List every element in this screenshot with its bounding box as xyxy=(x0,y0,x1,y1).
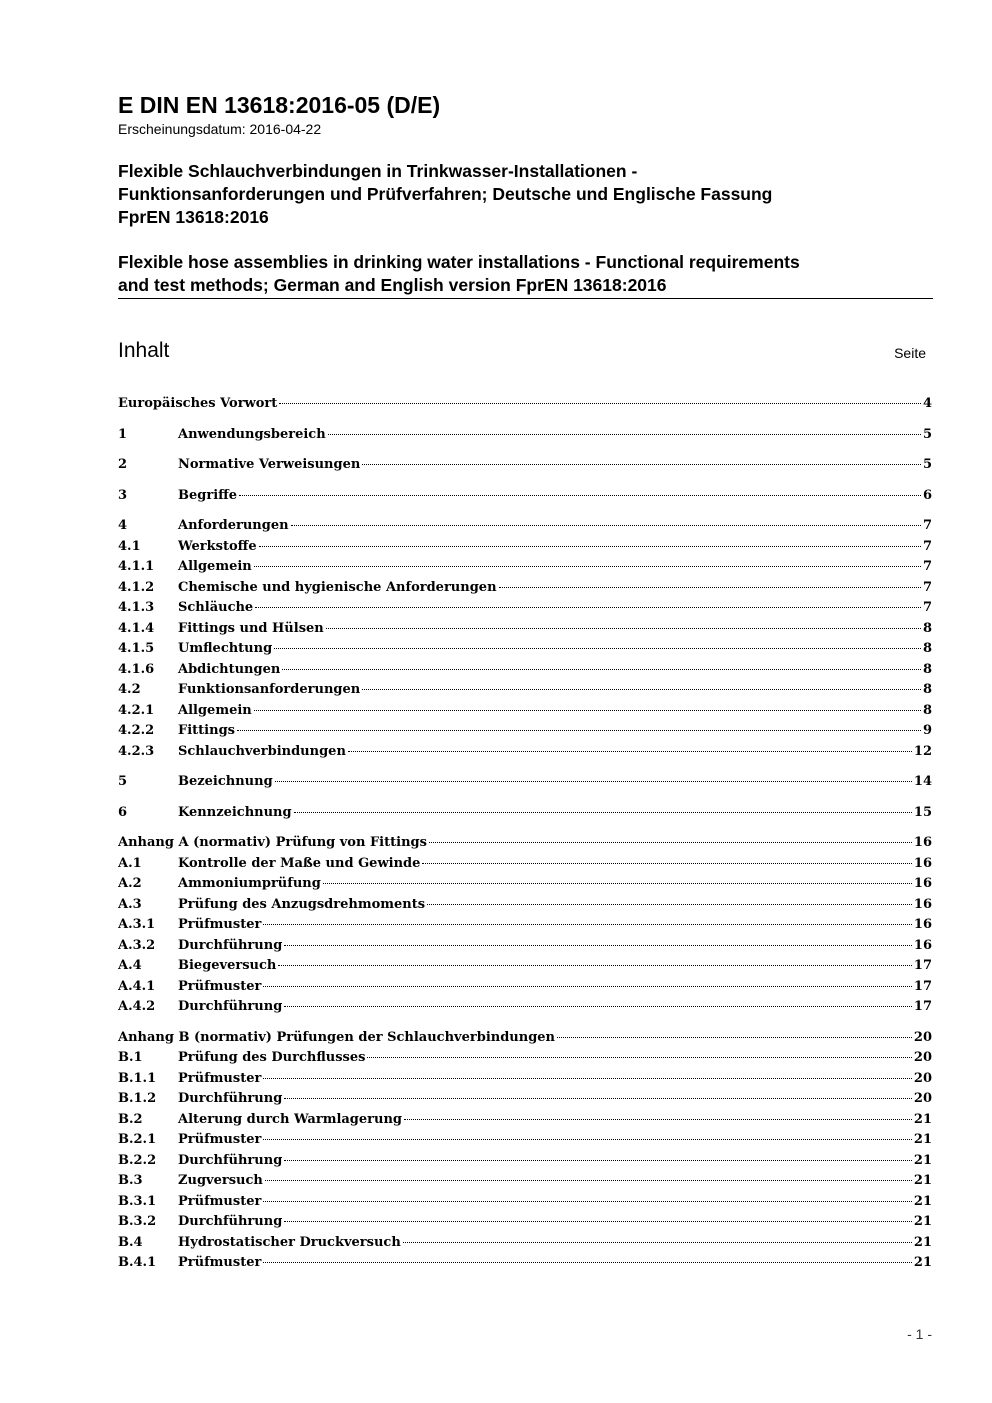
toc-entry-title: Durchführung xyxy=(178,1091,283,1106)
toc-entry[interactable] xyxy=(118,639,932,660)
toc-entry-title: Zugversuch xyxy=(178,1173,263,1188)
toc-entry-title: Prüfmuster xyxy=(178,1132,262,1147)
page-number: - 1 - xyxy=(907,1326,932,1342)
toc-entry-number: 2 xyxy=(118,457,128,472)
toc-entry-title: Normative Verweisungen xyxy=(178,457,361,472)
toc-entry-number: 5 xyxy=(118,774,128,789)
toc-entry-title: Allgemein xyxy=(178,559,252,574)
toc-dot-leader xyxy=(323,883,912,884)
toc-entry-number: 4.1.4 xyxy=(118,620,155,636)
toc-entry-title: Durchführung xyxy=(178,1152,283,1168)
toc-entry-number: A.3 xyxy=(118,896,142,912)
toc-entry[interactable] xyxy=(118,1233,932,1254)
toc-entry-number: 4.2.1 xyxy=(118,702,155,718)
toc-entry[interactable] xyxy=(118,936,932,957)
toc-entry-page: 5 xyxy=(922,426,932,442)
toc-entry[interactable] xyxy=(118,772,932,793)
toc-entry-page: 21 xyxy=(913,1214,932,1229)
toc-entry-page: 20 xyxy=(913,1050,932,1065)
toc-dot-leader xyxy=(275,781,912,782)
toc-entry-number: A.4.1 xyxy=(118,978,156,994)
toc-entry-page: 21 xyxy=(913,1255,932,1270)
toc-entry-page: 21 xyxy=(913,1234,932,1250)
toc-entry-number: B.4 xyxy=(118,1234,143,1250)
toc-entry-title: Anforderungen xyxy=(178,518,289,533)
toc-entry[interactable] xyxy=(118,833,932,854)
toc-entry-page: 14 xyxy=(913,774,932,789)
toc-entry-title: Hydrostatischer Druckversuch xyxy=(178,1234,401,1250)
toc-entry-number: 4 xyxy=(118,518,128,533)
toc-entry-page: 6 xyxy=(922,487,932,503)
toc-dot-leader xyxy=(255,607,921,608)
english-title-line: Flexible hose assemblies in drinking water installations - Functional requirements xyxy=(118,252,800,272)
toc-entry-page: 21 xyxy=(913,1132,932,1147)
toc-entry-page: 20 xyxy=(913,1070,932,1086)
toc-entry-page: 16 xyxy=(913,835,932,850)
toc-dot-leader xyxy=(348,751,912,752)
toc-entry-page: 8 xyxy=(922,641,932,656)
toc-entry-number: A.4 xyxy=(118,958,142,973)
toc-entry[interactable] xyxy=(118,486,932,507)
toc-entry-title: Europäisches Vorwort xyxy=(118,396,278,411)
toc-entry-page: 16 xyxy=(913,896,932,912)
toc-dot-leader xyxy=(362,689,921,690)
toc-entry-title: Prüfmuster xyxy=(178,978,262,994)
toc-entry[interactable] xyxy=(118,874,932,895)
toc-dot-leader xyxy=(265,1180,912,1181)
toc-entry-number: A.4.2 xyxy=(118,999,156,1014)
toc-dot-leader xyxy=(499,587,921,588)
toc-entry-title: Allgemein xyxy=(178,702,252,718)
toc-entry-page: 17 xyxy=(913,958,932,973)
toc-dot-leader xyxy=(367,1057,911,1058)
german-title-line: FprEN 13618:2016 xyxy=(118,207,269,227)
toc-dot-leader xyxy=(282,669,921,670)
toc-dot-leader xyxy=(279,403,921,404)
publication-date: Erscheinungsdatum: 2016-04-22 xyxy=(118,121,322,137)
toc-entry-page: 12 xyxy=(913,743,932,759)
toc-entry-page: 8 xyxy=(922,682,932,697)
toc-entry[interactable] xyxy=(118,1110,932,1131)
toc-entry[interactable] xyxy=(118,1048,932,1069)
toc-entry-number: 4.1 xyxy=(118,538,141,554)
toc-entry-number: 4.1.2 xyxy=(118,579,155,595)
toc-entry-number: 4.1.5 xyxy=(118,641,155,656)
toc-entry[interactable] xyxy=(118,1171,932,1192)
toc-entry-title: Bezeichnung xyxy=(178,774,273,789)
toc-dot-leader xyxy=(254,566,921,567)
toc-entry[interactable] xyxy=(118,680,932,701)
toc-entry-page: 7 xyxy=(922,559,932,574)
toc-entry-page: 8 xyxy=(922,661,932,677)
toc-entry[interactable] xyxy=(118,455,932,476)
german-title xyxy=(118,160,772,229)
toc-entry-page: 9 xyxy=(922,723,932,738)
toc-entry-title: Prüfung des Durchflusses xyxy=(178,1050,366,1065)
toc-entry[interactable] xyxy=(118,742,932,763)
toc-entry-number: B.3.2 xyxy=(118,1214,157,1229)
toc-entry-page: 8 xyxy=(922,702,932,718)
toc-dot-leader xyxy=(263,1201,912,1202)
toc-entry-page: 8 xyxy=(922,620,932,636)
toc-entry-number: 4.2.2 xyxy=(118,723,155,738)
toc-entry-number: B.4.1 xyxy=(118,1255,157,1270)
toc-entry-title: Prüfmuster xyxy=(178,1193,262,1209)
toc-entry-number: B.2 xyxy=(118,1111,143,1127)
toc-entry-page: 21 xyxy=(913,1173,932,1188)
toc-entry-page: 5 xyxy=(922,457,932,472)
toc-entry-number: 6 xyxy=(118,804,128,820)
toc-entry-title: Anhang B (normativ) Prüfungen der Schlauchverbindungen xyxy=(118,1029,556,1045)
toc-entry-title: Anhang A (normativ) Prüfung von Fittings xyxy=(118,835,427,850)
toc-entry[interactable] xyxy=(118,803,932,824)
toc-entry-page: 21 xyxy=(913,1111,932,1127)
toc-entry[interactable] xyxy=(118,1028,932,1049)
toc-entry[interactable] xyxy=(118,1089,932,1110)
toc-entry-number: B.1.1 xyxy=(118,1070,157,1086)
toc-entry-page: 17 xyxy=(913,999,932,1014)
toc-entry[interactable] xyxy=(118,895,932,916)
toc-entry-number: B.1 xyxy=(118,1050,143,1065)
toc-entry[interactable] xyxy=(118,1069,932,1090)
toc-entry[interactable] xyxy=(118,557,932,578)
toc-entry[interactable] xyxy=(118,660,932,681)
toc-entry-number: A.3.2 xyxy=(118,937,156,953)
toc-entry[interactable] xyxy=(118,516,932,537)
toc-entry-title: Prüfmuster xyxy=(178,1070,262,1086)
english-title xyxy=(118,251,800,297)
toc-entry-title: Anwendungsbereich xyxy=(178,426,326,442)
toc-entry-page: 16 xyxy=(913,937,932,953)
toc-entry-number: 4.1.3 xyxy=(118,600,155,615)
toc-dot-leader xyxy=(274,648,921,649)
toc-entry-title: Durchführung xyxy=(178,999,283,1014)
toc-entry-number: B.2.1 xyxy=(118,1132,157,1147)
toc-entry-page: 16 xyxy=(913,876,932,891)
toc-entry-page: 16 xyxy=(913,855,932,871)
toc-entry[interactable] xyxy=(118,1151,932,1172)
title-divider xyxy=(118,298,933,299)
toc-heading: Inhalt xyxy=(118,339,170,362)
toc-entry-title: Prüfmuster xyxy=(178,1255,262,1270)
toc-entry-number: A.3.1 xyxy=(118,917,156,932)
toc-entry-title: Schläuche xyxy=(178,600,254,615)
toc-dot-leader xyxy=(294,812,912,813)
toc-dot-leader xyxy=(404,1119,912,1120)
toc-entry-page: 21 xyxy=(913,1152,932,1168)
toc-dot-leader xyxy=(429,842,912,843)
toc-entry-title: Umflechtung xyxy=(178,641,273,656)
german-title-line: Funktionsanforderungen und Prüfverfahren; Deutsche und Englische Fassung xyxy=(118,184,773,204)
toc-dot-leader xyxy=(254,710,921,711)
toc-entry-number: 4.1.1 xyxy=(118,559,155,574)
toc-entry-page: 15 xyxy=(913,804,932,820)
toc-entry-title: Fittings xyxy=(178,723,235,738)
toc-dot-leader xyxy=(284,1160,912,1161)
toc-entry[interactable] xyxy=(118,956,932,977)
toc-entry-page: 17 xyxy=(913,978,932,994)
toc-entry[interactable] xyxy=(118,854,932,875)
toc-entry-title: Ammoniumprüfung xyxy=(178,876,321,891)
toc-dot-leader xyxy=(284,945,912,946)
toc-entry[interactable] xyxy=(118,1130,932,1151)
toc-entry-page: 20 xyxy=(913,1029,932,1045)
toc-dot-leader xyxy=(557,1037,912,1038)
toc-dot-leader xyxy=(284,1006,912,1007)
toc-dot-leader xyxy=(422,863,912,864)
toc-dot-leader xyxy=(362,464,921,465)
toc-entry-title: Alterung durch Warmlagerung xyxy=(178,1111,403,1127)
toc-dot-leader xyxy=(328,434,921,435)
toc-dot-leader xyxy=(259,546,921,547)
toc-entry-page: 7 xyxy=(922,538,932,554)
toc-dot-leader xyxy=(291,525,921,526)
toc-entry[interactable] xyxy=(118,537,932,558)
table-of-contents xyxy=(118,394,932,1274)
toc-entry-title: Schlauchverbindungen xyxy=(178,743,346,759)
toc-entry-title: Abdichtungen xyxy=(178,661,281,677)
toc-entry-number: A.2 xyxy=(118,876,142,891)
toc-entry-page: 21 xyxy=(913,1193,932,1209)
toc-dot-leader xyxy=(263,924,912,925)
toc-entry-number: 4.1.6 xyxy=(118,661,155,677)
toc-entry[interactable] xyxy=(118,394,932,415)
german-title-line: Flexible Schlauchverbindungen in Trinkwasser-Installationen - xyxy=(118,161,638,181)
toc-entry[interactable] xyxy=(118,1192,932,1213)
toc-entry-number: 1 xyxy=(118,426,128,442)
toc-entry-number: 4.2 xyxy=(118,682,141,697)
toc-entry-number: B.1.2 xyxy=(118,1091,157,1106)
toc-entry-number: B.3 xyxy=(118,1173,143,1188)
toc-entry-number: 3 xyxy=(118,487,128,503)
toc-entry[interactable] xyxy=(118,578,932,599)
toc-entry-number: 4.2.3 xyxy=(118,743,155,759)
toc-entry-title: Kontrolle der Maße und Gewinde xyxy=(178,855,421,871)
document-title: E DIN EN 13618:2016-05 (D/E) xyxy=(118,92,441,118)
toc-dot-leader xyxy=(263,1139,912,1140)
toc-entry[interactable] xyxy=(118,598,932,619)
toc-entry-number: B.3.1 xyxy=(118,1193,157,1209)
toc-entry-title: Chemische und hygienische Anforderungen xyxy=(178,579,497,595)
toc-entry[interactable] xyxy=(118,915,932,936)
toc-entry-page: 7 xyxy=(922,600,932,615)
toc-entry-page: 20 xyxy=(913,1091,932,1106)
toc-dot-leader xyxy=(403,1242,912,1243)
toc-entry[interactable] xyxy=(118,1253,932,1274)
toc-entry-page: 4 xyxy=(922,396,932,411)
toc-entry-number: A.1 xyxy=(118,855,142,871)
toc-entry-number: B.2.2 xyxy=(118,1152,157,1168)
toc-dot-leader xyxy=(263,986,912,987)
toc-entry[interactable] xyxy=(118,977,932,998)
toc-entry[interactable] xyxy=(118,997,932,1018)
toc-dot-leader xyxy=(427,904,912,905)
toc-page-label: Seite xyxy=(894,345,926,361)
toc-entry-title: Begriffe xyxy=(178,487,238,503)
toc-dot-leader xyxy=(284,1221,912,1222)
toc-entry[interactable] xyxy=(118,721,932,742)
toc-dot-leader xyxy=(237,730,921,731)
toc-entry-title: Durchführung xyxy=(178,1214,283,1229)
toc-entry[interactable] xyxy=(118,619,932,640)
toc-entry-title: Fittings und Hülsen xyxy=(178,620,324,636)
toc-entry-title: Kennzeichnung xyxy=(178,804,292,820)
toc-entry-title: Werkstoffe xyxy=(178,538,257,554)
toc-dot-leader xyxy=(263,1078,912,1079)
toc-entry-page: 7 xyxy=(922,518,932,533)
toc-dot-leader xyxy=(239,495,921,496)
toc-dot-leader xyxy=(263,1262,912,1263)
toc-entry-title: Biegeversuch xyxy=(178,958,277,973)
toc-entry[interactable] xyxy=(118,701,932,722)
toc-entry[interactable] xyxy=(118,1212,932,1233)
toc-dot-leader xyxy=(284,1098,912,1099)
toc-entry[interactable] xyxy=(118,425,932,446)
toc-entry-page: 7 xyxy=(922,579,932,595)
toc-entry-title: Prüfmuster xyxy=(178,917,262,932)
toc-entry-title: Funktionsanforderungen xyxy=(178,682,361,697)
toc-dot-leader xyxy=(326,628,921,629)
english-title-line: and test methods; German and English version FprEN 13618:2016 xyxy=(118,275,667,295)
toc-entry-title: Durchführung xyxy=(178,937,283,953)
toc-entry-page: 16 xyxy=(913,917,932,932)
toc-dot-leader xyxy=(278,965,912,966)
toc-entry-title: Prüfung des Anzugsdrehmoments xyxy=(178,896,426,912)
